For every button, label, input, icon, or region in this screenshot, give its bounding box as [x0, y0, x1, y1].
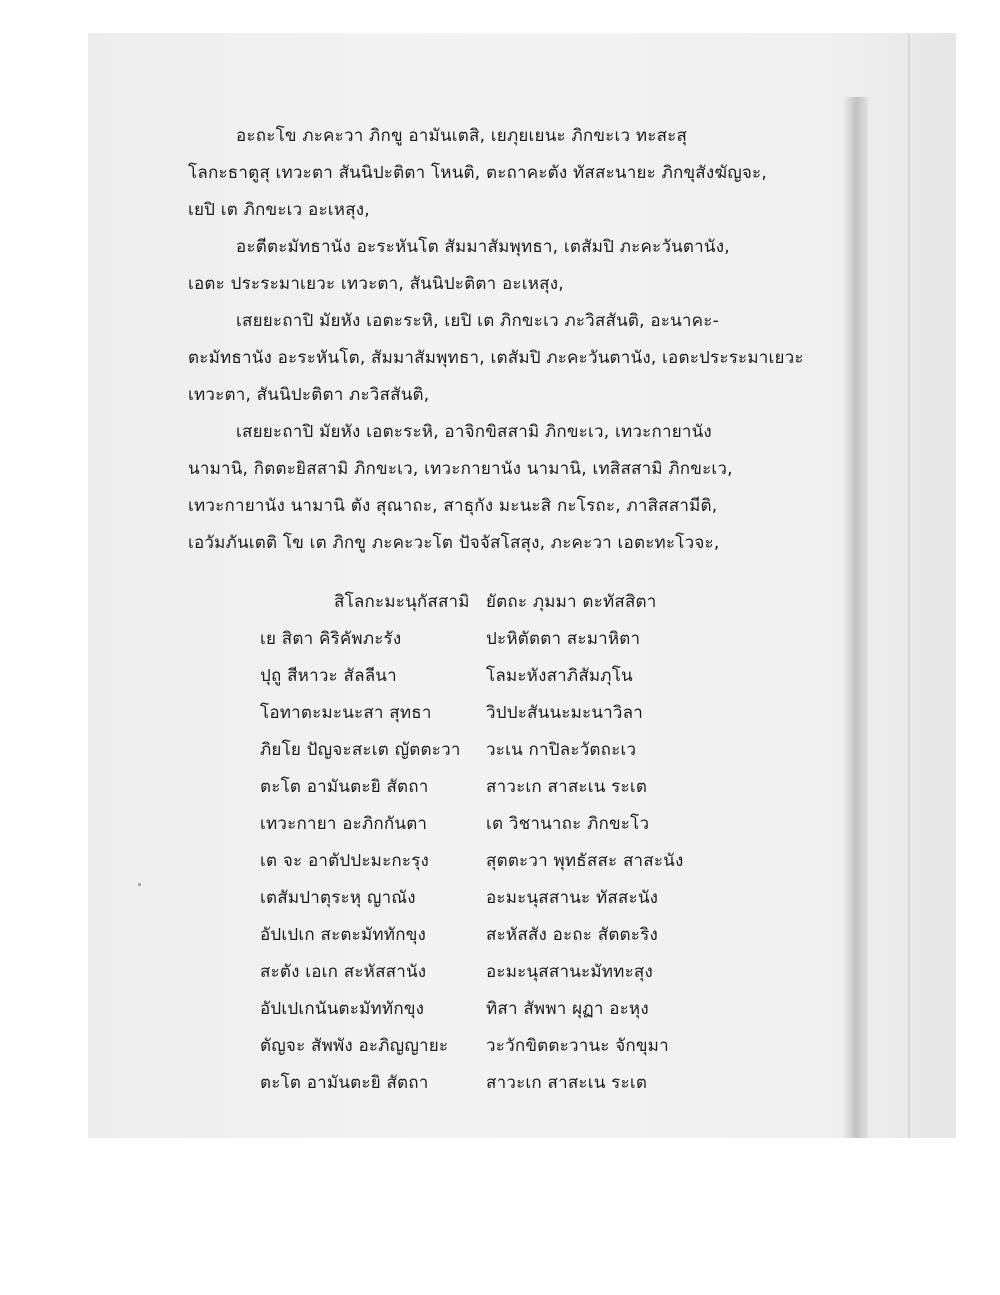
verse-left: เย สิตา คิริคัพภะรัง	[260, 629, 402, 649]
binding-shadow	[842, 97, 868, 1138]
paragraph-line: เสยยะถาปิ มัยหัง เอตะระหิ, เยปิ เต ภิกขะเว ภะวิสสันติ, อะนาคะ-	[236, 311, 719, 331]
paragraph-line: อะถะโข ภะคะวา ภิกขู อามันเตสิ, เยภุยเยนะ ภิกขะเว ทะสะสุ	[236, 126, 688, 146]
scan-speck	[138, 883, 141, 886]
verse-row	[188, 880, 820, 917]
verse-left: เต จะ อาตัปปะมะกะรุง	[260, 851, 430, 871]
verse-left: อัปเปเก สะตะมัททักขุง	[260, 925, 427, 945]
verse-row	[188, 732, 820, 769]
paragraph-2	[188, 229, 820, 303]
verse-right: สะหัสสัง อะถะ สัตตะริง	[486, 925, 658, 945]
verse-left: เทวะกายา อะภิกกันตา	[260, 814, 428, 834]
verse-left: อัปเปเกนันตะมัททักขุง	[260, 999, 425, 1019]
paragraph-line: เทวะกายานัง นามานิ ตัง สุณาถะ, สาธุกัง มะนะสิ กะโรถะ, ภาสิสสามีติ,	[188, 496, 718, 516]
verse-row	[188, 621, 820, 658]
paragraph-line: เสยยะถาปิ มัยหัง เอตะระหิ, อาจิกขิสสามิ ภิกขะเว, เทวะกายานัง	[236, 422, 712, 442]
verse-right: วะวักขิตตะวานะ จักขุมา	[486, 1036, 669, 1056]
paragraph-line: เยปิ เต ภิกขะเว อะเหสุง,	[188, 200, 370, 220]
verse-left: ตะโต อามันตะยิ สัตถา	[260, 777, 429, 797]
verse-block	[188, 584, 820, 1102]
verse-row	[188, 843, 820, 880]
verse-left: ตะโต อามันตะยิ สัตถา	[260, 1073, 429, 1093]
verse-right: วิปปะสันนะมะนาวิลา	[486, 703, 644, 723]
verse-left: โอทาตะมะนะสา สุทธา	[260, 703, 432, 723]
verse-row	[188, 1028, 820, 1065]
verse-left: ตัญจะ สัพพัง อะภิญญายะ	[260, 1036, 449, 1056]
verse-left: สะตัง เอเก สะหัสสานัง	[260, 962, 427, 982]
verse-row	[188, 954, 820, 991]
verse-right: วะเน กาปิละวัตถะเว	[486, 740, 637, 760]
verse-right: ปะหิตัตตา สะมาหิตา	[486, 629, 641, 649]
verse-row	[188, 584, 820, 621]
verse-right: สาวะเก สาสะเน ระเต	[486, 777, 648, 797]
paragraph-1	[188, 118, 820, 229]
paragraph-4	[188, 414, 820, 562]
verse-row	[188, 695, 820, 732]
verse-left: ปุถู สีหาวะ สัลลีนา	[260, 666, 397, 686]
paragraph-line: โลกะธาตูสุ เทวะตา สันนิปะติตา โหนติ, ตะถาคะตัง ทัสสะนายะ ภิกขุสังฆัญจะ,	[188, 163, 767, 183]
paragraph-line: เอวัมภันเตติ โข เต ภิกขู ภะคะวะโต ปัจจัสโสสุง, ภะคะวา เอตะทะโวจะ,	[188, 533, 720, 553]
verse-right: โลมะหังสาภิสัมภุโน	[486, 666, 633, 686]
paragraph-line: ตะมัทธานัง อะระหันโต, สัมมาสัมพุทธา, เตสัมปิ ภะคะวันตานัง, เอตะประระมาเยวะ	[188, 348, 804, 368]
verse-row	[188, 806, 820, 843]
paragraph-line: อะตีตะมัทธานัง อะระหันโต สัมมาสัมพุทธา, เตสัมปิ ภะคะวันตานัง,	[236, 237, 730, 257]
verse-row	[188, 769, 820, 806]
document-body	[188, 118, 820, 1102]
verse-row	[188, 917, 820, 954]
verse-right: สุตตะวา พุทธัสสะ สาสะนัง	[486, 851, 684, 871]
verse-right: เต วิชานาถะ ภิกขะโว	[486, 814, 650, 834]
verse-row	[188, 1065, 820, 1102]
paragraph-line: เทวะตา, สันนิปะติตา ภะวิสสันติ,	[188, 385, 430, 405]
verse-right: อะมะนุสสานะมัททะสุง	[486, 962, 653, 982]
verse-row	[188, 658, 820, 695]
verse-left: สิโลกะมะนุกัสสามิ	[334, 592, 470, 612]
paragraph-3	[188, 303, 820, 414]
verse-left: เตสัมปาตุระหุ ญาณัง	[260, 888, 416, 908]
page-edge	[908, 33, 910, 1138]
paragraph-line: นามานิ, กิตตะยิสสามิ ภิกขะเว, เทวะกายานัง นามานิ, เทสิสสามิ ภิกขะเว,	[188, 459, 733, 479]
verse-right: ทิสา สัพพา ผุฏา อะหุง	[486, 999, 649, 1019]
verse-left: ภิยโย ปัญจะสะเต ญัตตะวา	[260, 740, 461, 760]
verse-right: อะมะนุสสานะ ทัสสะนัง	[486, 888, 659, 908]
verse-right: สาวะเก สาสะเน ระเต	[486, 1073, 648, 1093]
verse-right: ยัตถะ ภุมมา ตะทัสสิตา	[486, 592, 657, 612]
paragraph-line: เอตะ ประระมาเยวะ เทวะตา, สันนิปะติตา อะเหสุง,	[188, 274, 564, 294]
verse-row	[188, 991, 820, 1028]
